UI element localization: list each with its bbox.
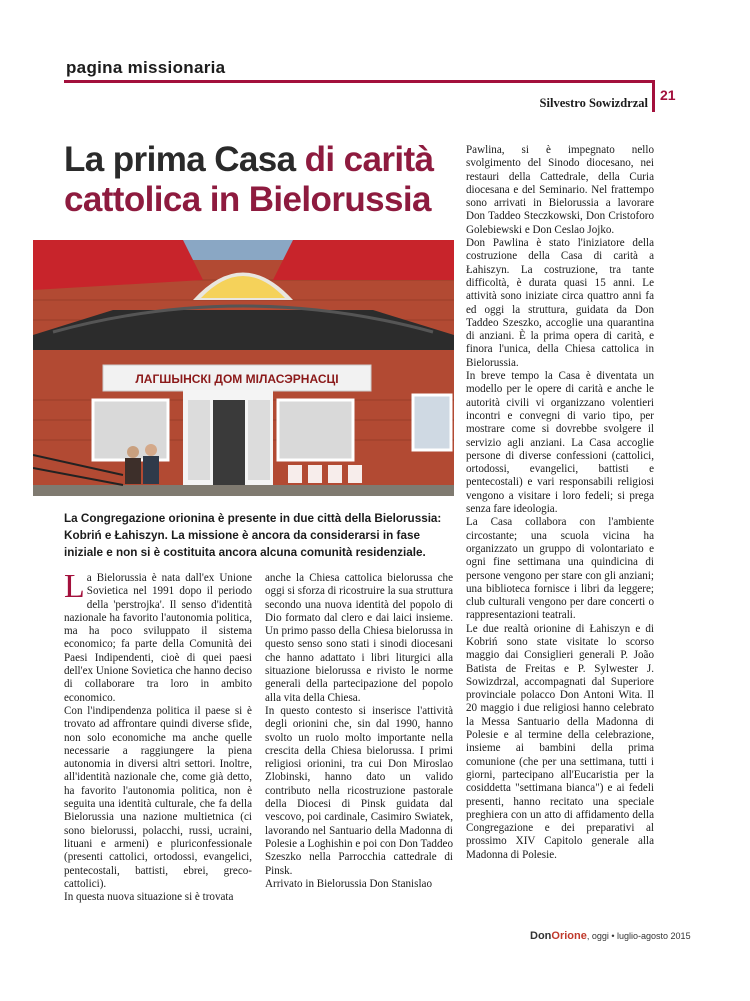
photo-caption: La Congregazione orionina è presente in due città della Bielorussia: Kobriń e Łahiszyn. La missione è ancora da considerarsi in fase iniziale e non si è costituita ancora alcuna comunità residenziale.	[64, 512, 442, 559]
brand-orione: Orione	[551, 930, 587, 942]
drop-cap: L	[64, 568, 85, 605]
title-accent-line2: cattolica in Bielorussia	[64, 180, 431, 219]
paragraph: La Casa collabora con l'ambiente circostante; una scuola vicina ha organizzato un gruppo di volontariato e ogni fine settimana una quindicina di persone vengono per stare con gli anziani; una biblioteca fornisce i libri da leggere; club culturali vengono per dare concerti o rappresentazioni teatrali.	[466, 516, 654, 622]
title-part: La prima Casa	[64, 140, 305, 179]
paragraph: Don Pawlina è stato l'iniziatore della costruzione della Casa di carità a Łahiszyn. La costruzione, tra tante difficoltà, è durata quasi 15 anni. Le attività sono iniziate circa quattro anni fa ed oggi la struttura, guidata da Don Taddeo Szeszko, accoglie una quarantina di anziani. È la prima opera di carità, e finora l'unica, della Chiesa cattolica in Bielorussia.	[466, 237, 654, 369]
paragraph: In questo contesto si inserisce l'attività degli orionini che, sin dal 1990, hanno svolto un ruolo molto importante nella crescita della Chiesa bielorussa. I primi religiosi orionini, tra cui Don Miroslao Zlobinski, hanno dato un valido contributo nella ricostruzione pastorale della Diocesi di Pinsk guidata dal vescovo, poi cardinale, Casimiro Swiatek, lavorando nel Santuario della Madonna di Polesie a Loghishin e poi con Don Taddeo Szeszko nella Parrocchia cattedrale di Pinsk.	[265, 704, 453, 877]
page-number: 21	[660, 87, 676, 103]
article-title	[64, 140, 454, 220]
paragraph: Le due realtà orionine di Łahiszyn e di Kobriń sono state visitate lo scorso maggio dai Consiglieri generali P. João Batista de Freitas e P. Sylwester J. Sowizdrzal, accompagnati dal Superiore provinciale polacco Don Antoni Wita. Il 20 maggio i due religiosi hanno celebrato la Messa Santuario della Madonna di Polesie e al termine della celebrazione, insieme ai bambini della prima comunione (che per una settimana, tutti i giorni, partecipano all'Eucaristia per la cosiddetta "settimana bianca") e ai fedeli presenti, hanno recitato una speciale preghiera con un atto di affidamento della Congregazione e dei preparativi al prossimo XIV Capitolo generale alla Madonna di Polesie.	[466, 622, 654, 861]
page-number-rule	[652, 80, 655, 112]
footer-brand	[530, 930, 691, 942]
author-name: Silvestro Sowizdrzal	[539, 96, 648, 110]
title-accent: di carità	[304, 140, 434, 179]
paragraph: anche la Chiesa cattolica bielorussa che oggi si sforza di ricostruire la sua struttura secondo una nuova identità del popolo di Dio formato dal clero e dai laici insieme. Un primo passo della Chiesa bielorussa in questo senso sono stati i sinodi diocesani che hanno adattato i libri liturgici alla situazione bielorussa e rivisto le norme generali della partecipazione del popolo alla vita della Chiesa.	[265, 572, 453, 704]
paragraph	[64, 568, 252, 705]
brand-don: Don	[530, 930, 552, 942]
article-column-3	[466, 144, 654, 862]
article-photo	[33, 240, 454, 496]
article-column-1	[64, 568, 252, 904]
section-label: pagina missionaria	[66, 58, 226, 77]
paragraph: Pawlina, si è impegnato nello svolgimento del Sinodo diocesano, nei restauri della Cattedrale, della Curia diocesana e del Seminario. Nel frattempo sono arrivati in Bielorussia a lavorare Don Taddeo Steczkowski, Don Cristoforo Golebiewski e Don Ceslao Jojko.	[466, 144, 654, 236]
building-sign-text: ЛАГШЫНСКІ ДОМ МІЛАСЭРНАСЦІ	[135, 372, 339, 386]
article-column-2	[265, 572, 453, 891]
header-rule	[64, 80, 652, 83]
issue-date: , oggi • luglio-agosto 2015	[586, 931, 691, 941]
paragraph: Con l'indipendenza politica il paese si è trovato ad affrontare quindi diverse sfide, non solo economiche ma anche quelle necessarie a raggiungere la piena autonomia in diversi altri settori. Inoltre, all'identità nazionale che, come già detto, ha favorito l'autonomia politica, non è seguita una identità culturale, che fa della Bielorussia una nazione multietnica (ci sono bielorussi, polacchi, russi, ucraini, lituani e armeni) e pluriconfessionale (presenti cattolici, ortodossi, evangelici, pentecostali, battisti, ebrei, greco-cattolici).	[64, 704, 252, 890]
paragraph: In questa nuova situazione si è trovata	[64, 891, 234, 904]
paragraph: Arrivato in Bielorussia Don Stanislao	[265, 877, 433, 890]
paragraph: In breve tempo la Casa è diventata un modello per le opere di carità e anche le autorità civili vi organizzano volentieri incontri e convegni di vario tipo, per mostrare come si dovrebbe svolgere il servizio agli anziani. La Casa accoglie persone di diverse confessioni (cattolici, ortodossi, evangelici, battisti e pentecostali) e vari responsabili religiosi vengono a visitare i loro fedeli; si prega senza fare ideologia.	[466, 370, 654, 516]
paragraph-text: a Bielorussia è nata dall'ex Unione Sovietica nel 1991 dopo il periodo della 'perstrojka'. Il senso d'identità nazionale ha favorito l'autonomia politica, ma ha poco sviluppato il sistema economico; fa parte della Comunità dei Paesi Indipendenti, cioè di quei paesi dell'ex Unione Sovietica che hanno deciso di collaborare tra loro in ambito economico.	[64, 572, 252, 704]
